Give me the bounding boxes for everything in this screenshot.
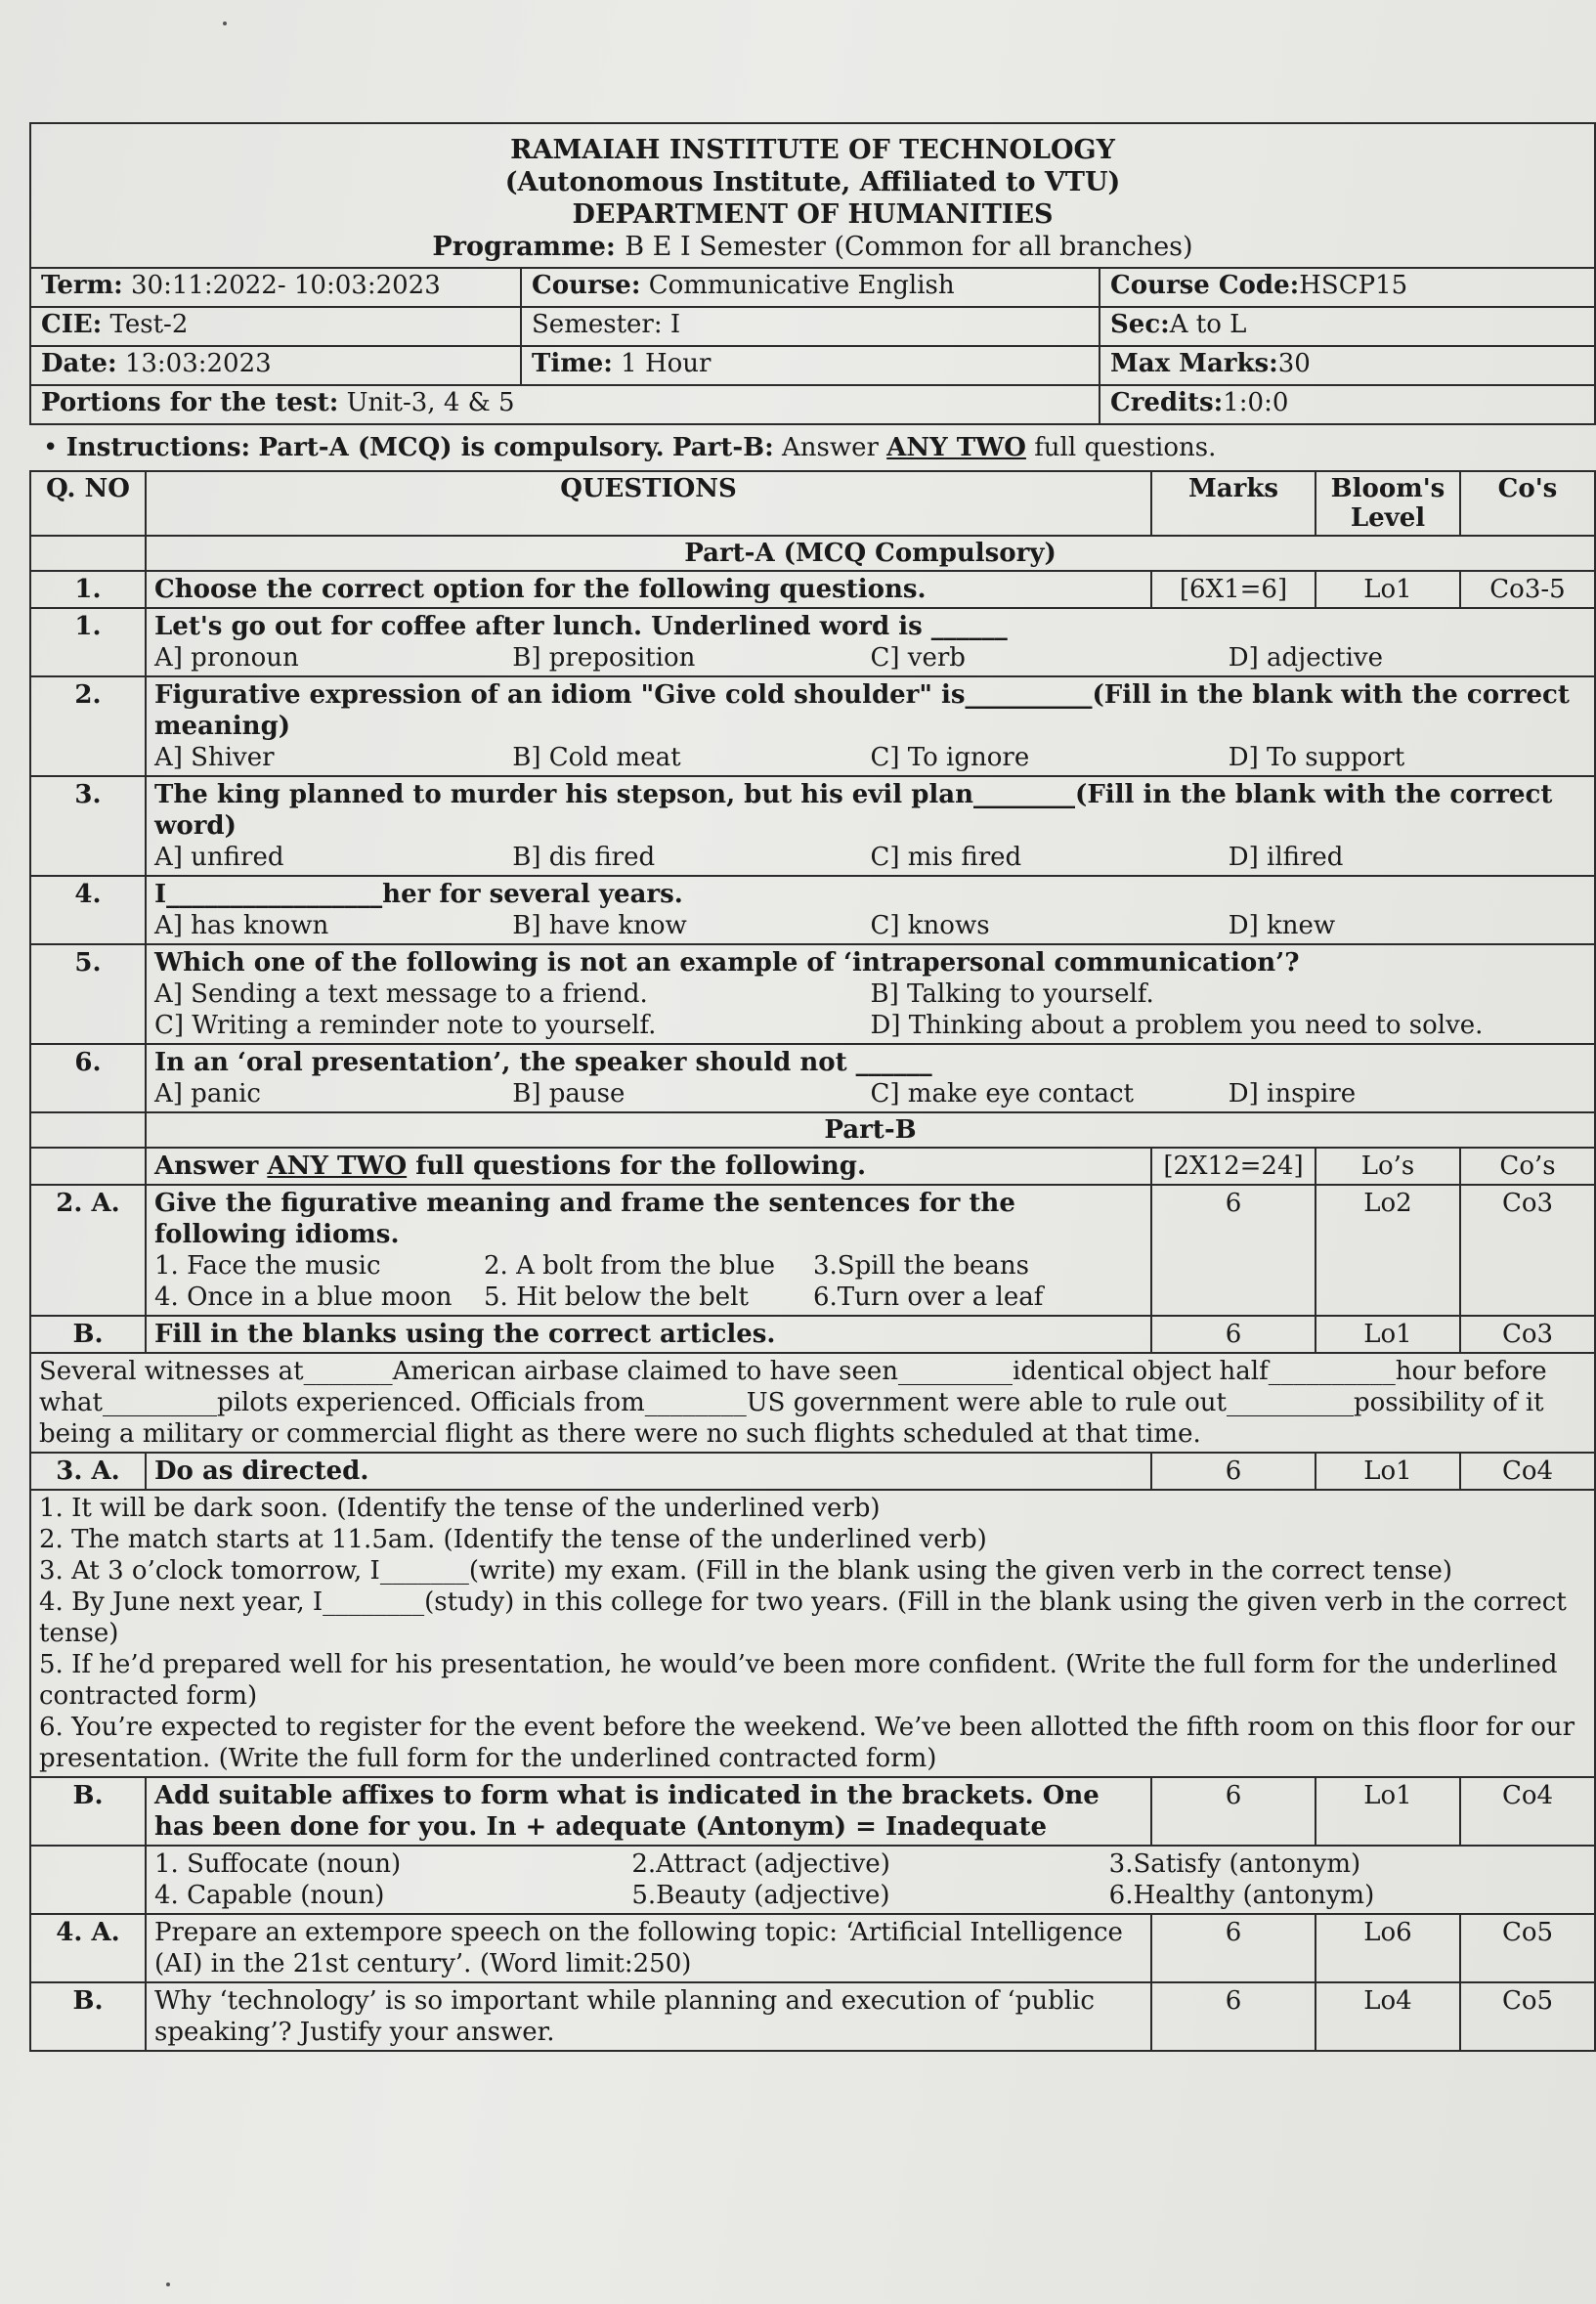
q3a-item: 3. At 3 o’clock tomorrow, I_______(write) my exam. (Fill in the blank using the given verb in the correct tense) xyxy=(39,1556,1453,1586)
col-qno: Q. NO xyxy=(30,471,146,536)
mcq-option: D] To support xyxy=(1228,743,1405,772)
col-marks: Marks xyxy=(1151,471,1316,536)
mcq-option: A] unfired xyxy=(154,843,284,872)
mcq-question: The king planned to murder his stepson, but his evil plan________(Fill in the blank with the correct word) xyxy=(154,780,1553,841)
q3b-marks: 6 xyxy=(1151,1777,1316,1846)
mcq-option: A] panic xyxy=(154,1079,261,1109)
q2b-co: Co3 xyxy=(1460,1316,1595,1353)
q4b-marks: 6 xyxy=(1151,1982,1316,2051)
mcq-option: C] mis fired xyxy=(870,843,1022,872)
mcq-option: B] Cold meat xyxy=(512,743,681,772)
q1-marks: [6X1=6] xyxy=(1151,571,1316,608)
mcq-option: C] To ignore xyxy=(870,743,1030,772)
q4a-number: 4. A. xyxy=(30,1914,146,1982)
term: Term: 30:11:2022- 10:03:2023 xyxy=(30,268,521,307)
col-cos: Co's xyxy=(1460,471,1595,536)
q2a-co: Co3 xyxy=(1460,1185,1595,1316)
col-questions: QUESTIONS xyxy=(146,471,1151,536)
q3a-item: 2. The match starts at 11.5am. (Identify the tense of the underlined verb) xyxy=(39,1525,987,1554)
instructions: • Instructions: Part-A (MCQ) is compulsory. Part-B: Answer ANY TWO full questions. xyxy=(43,433,1217,462)
q3b-co: Co4 xyxy=(1460,1777,1595,1846)
affix-word: 5.Beauty (adjective) xyxy=(631,1881,890,1910)
header-block xyxy=(30,123,1595,268)
mcq-question: Figurative expression of an idiom "Give cold shoulder" is__________(Fill in the blank with the correct meaning) xyxy=(154,680,1570,741)
q3a-items xyxy=(30,1490,1595,1777)
mcq-options xyxy=(154,742,1586,773)
questions-table xyxy=(29,470,1596,2052)
mcq-options xyxy=(154,910,1586,941)
q3a-item: 1. It will be dark soon. (Identify the tense of the underlined verb) xyxy=(39,1494,881,1523)
mcq-question: Let's go out for coffee after lunch. Underlined word is ______ xyxy=(154,612,1008,641)
part-b-marks: [2X12=24] xyxy=(1151,1148,1316,1185)
mcq-option: C] make eye contact xyxy=(870,1079,1135,1109)
idiom: 6.Turn over a leaf xyxy=(813,1282,1044,1312)
mcq-body xyxy=(146,776,1595,876)
q3a-marks: 6 xyxy=(1151,1453,1316,1490)
affix-word: 3.Satisfy (antonym) xyxy=(1108,1849,1361,1879)
q2b-number: B. xyxy=(30,1316,146,1353)
mcq-body xyxy=(146,676,1595,776)
mcq-body xyxy=(146,876,1595,944)
programme: Programme: B E I Semester (Common for all branches) xyxy=(432,232,1193,262)
mcq-option: D] adjective xyxy=(1228,643,1383,673)
time: Time: 1 Hour xyxy=(521,346,1100,385)
part-b-lo: Lo’s xyxy=(1316,1148,1460,1185)
department: DEPARTMENT OF HUMANITIES xyxy=(572,199,1054,230)
q3b-lo: Lo1 xyxy=(1316,1777,1460,1846)
mcq-number: 1. xyxy=(30,608,146,676)
mcq-body xyxy=(146,1044,1595,1112)
max-marks: Max Marks:30 xyxy=(1100,346,1595,385)
mcq-option: A] Shiver xyxy=(154,743,275,772)
mcq-item xyxy=(30,608,1595,676)
section: Sec:A to L xyxy=(1100,307,1595,346)
q4b-co: Co5 xyxy=(1460,1982,1595,2051)
q1-number: 1. xyxy=(30,571,146,608)
mcq-number: 4. xyxy=(30,876,146,944)
q3a-item: 4. By June next year, I________(study) in this college for two years. (Fill in the blank using the given verb in the correct tense) xyxy=(39,1587,1567,1648)
part-b-co: Co’s xyxy=(1460,1148,1595,1185)
q3b-words xyxy=(146,1846,1595,1914)
mcq-options xyxy=(154,978,1586,1041)
mcq-option: B] Talking to yourself. xyxy=(870,979,1154,1009)
credits: Credits:1:0:0 xyxy=(1100,385,1595,424)
mcq-option: D] ilfired xyxy=(1228,843,1344,872)
speck xyxy=(166,2282,170,2286)
part-a-title: Part-A (MCQ Compulsory) xyxy=(146,536,1595,571)
mcq-body xyxy=(146,608,1595,676)
mcq-number: 6. xyxy=(30,1044,146,1112)
mcq-item xyxy=(30,944,1595,1044)
mcq-item xyxy=(30,676,1595,776)
idiom: 2. A bolt from the blue xyxy=(484,1251,775,1281)
mcq-question: I_________________her for several years. xyxy=(154,880,683,909)
mcq-number: 2. xyxy=(30,676,146,776)
q2b-marks: 6 xyxy=(1151,1316,1316,1353)
mcq-number: 5. xyxy=(30,944,146,1044)
exam-sheet xyxy=(29,122,1596,2052)
mcq-question: In an ‘oral presentation’, the speaker should not ______ xyxy=(154,1048,932,1077)
q3b-text: Add suitable affixes to form what is indicated in the brackets. One has been done for you. In + adequate (Antonym) = Inadequate xyxy=(146,1777,1151,1846)
mcq-options xyxy=(154,642,1586,674)
mcq-body xyxy=(146,944,1595,1044)
mcq-option: C] Writing a reminder note to yourself. xyxy=(154,1011,657,1040)
q3a-item: 5. If he’d prepared well for his presentation, he would’ve been more confident. (Write the full form for the underlined contracted form) xyxy=(39,1650,1558,1711)
col-blooms: Bloom's Level xyxy=(1316,471,1460,536)
mcq-item xyxy=(30,1044,1595,1112)
idiom: 1. Face the music xyxy=(154,1251,381,1281)
mcq-option: C] verb xyxy=(870,643,966,673)
mcq-option: B] have know xyxy=(512,911,687,940)
q2a-lo: Lo2 xyxy=(1316,1185,1460,1316)
mcq-item xyxy=(30,876,1595,944)
speck xyxy=(223,22,227,25)
idiom: 5. Hit below the belt xyxy=(484,1282,749,1312)
mcq-option: D] knew xyxy=(1228,911,1336,940)
q4a-text: Prepare an extempore speech on the following topic: ‘Artificial Intelligence (AI) in the 21st century’. (Word limit:250) xyxy=(146,1914,1151,1982)
part-b-title: Part-B xyxy=(146,1112,1595,1148)
q4a-lo: Lo6 xyxy=(1316,1914,1460,1982)
q3a-item: 6. You’re expected to register for the event before the weekend. We’ve been allotted the fifth room on this floor for our presentation. (Write the full form for the underlined contracted form) xyxy=(39,1713,1575,1773)
institute-name: RAMAIAH INSTITUTE OF TECHNOLOGY xyxy=(510,135,1115,165)
q1-co: Co3-5 xyxy=(1460,571,1595,608)
affix-word: 4. Capable (noun) xyxy=(154,1881,385,1910)
q3a-number: 3. A. xyxy=(30,1453,146,1490)
mcq-option: B] pause xyxy=(512,1079,625,1109)
q2b-passage: Several witnesses at_______American airbase claimed to have seen_________identical object half__________hour before what_________pilots experienced. Officials from________US government were able to rule out__________possibility of it being a military or commercial flight as there were no such flights scheduled at that time. xyxy=(30,1353,1595,1453)
course: Course: Communicative English xyxy=(521,268,1100,307)
q2a-text: Give the figurative meaning and frame the sentences for the following idioms. xyxy=(154,1189,1015,1249)
mcq-option: C] knows xyxy=(870,911,990,940)
course-code: Course Code:HSCP15 xyxy=(1100,268,1595,307)
q4a-marks: 6 xyxy=(1151,1914,1316,1982)
q2a-body xyxy=(146,1185,1151,1316)
q2b-text: Fill in the blanks using the correct articles. xyxy=(146,1316,1151,1353)
mcq-list xyxy=(30,608,1595,1112)
affiliation: (Autonomous Institute, Affiliated to VTU) xyxy=(504,167,1121,197)
q3a-text: Do as directed. xyxy=(146,1453,1151,1490)
part-b-intro: Answer ANY TWO full questions for the following. xyxy=(146,1148,1151,1185)
mcq-options xyxy=(154,1078,1586,1109)
q1-lo: Lo1 xyxy=(1316,571,1460,608)
mcq-options xyxy=(154,842,1586,873)
q3a-co: Co4 xyxy=(1460,1453,1595,1490)
q4a-co: Co5 xyxy=(1460,1914,1595,1982)
affix-word: 1. Suffocate (noun) xyxy=(154,1849,402,1879)
q2a-idioms xyxy=(154,1250,1143,1313)
mcq-option: B] preposition xyxy=(512,643,696,673)
q4b-lo: Lo4 xyxy=(1316,1982,1460,2051)
q3a-lo: Lo1 xyxy=(1316,1453,1460,1490)
semester: Semester: I xyxy=(521,307,1100,346)
date: Date: 13:03:2023 xyxy=(30,346,521,385)
portions: Portions for the test: Unit-3, 4 & 5 xyxy=(30,385,1100,424)
mcq-item xyxy=(30,776,1595,876)
idiom: 4. Once in a blue moon xyxy=(154,1282,453,1312)
mcq-option: D] Thinking about a problem you need to solve. xyxy=(870,1011,1484,1040)
mcq-option: A] has known xyxy=(154,911,329,940)
mcq-option: B] dis fired xyxy=(512,843,656,872)
q3b-number: B. xyxy=(30,1777,146,1846)
q2a-number: 2. A. xyxy=(30,1185,146,1316)
mcq-number: 3. xyxy=(30,776,146,876)
mcq-option: A] pronoun xyxy=(154,643,299,673)
mcq-option: D] inspire xyxy=(1228,1079,1357,1109)
mcq-question: Which one of the following is not an example of ‘intrapersonal communication’? xyxy=(154,948,1300,978)
q2b-lo: Lo1 xyxy=(1316,1316,1460,1353)
q1-text: Choose the correct option for the following questions. xyxy=(146,571,1151,608)
header-table xyxy=(29,122,1596,425)
affix-word: 6.Healthy (antonym) xyxy=(1108,1881,1375,1910)
q4b-number: B. xyxy=(30,1982,146,2051)
mcq-option: A] Sending a text message to a friend. xyxy=(154,979,648,1009)
cie: CIE: Test-2 xyxy=(30,307,521,346)
q2a-marks: 6 xyxy=(1151,1185,1316,1316)
affix-word: 2.Attract (adjective) xyxy=(631,1849,890,1879)
q4b-text: Why ‘technology’ is so important while planning and execution of ‘public speaking’? Justify your answer. xyxy=(146,1982,1151,2051)
idiom: 3.Spill the beans xyxy=(813,1251,1029,1281)
